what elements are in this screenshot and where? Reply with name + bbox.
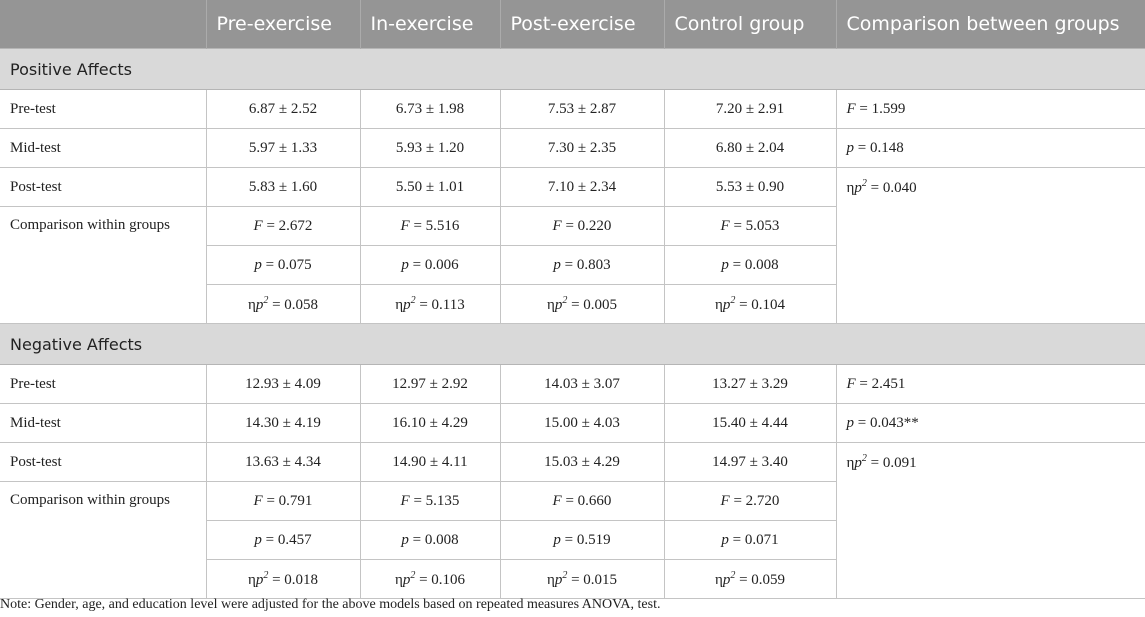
table-row — [0, 365, 1145, 404]
eta-symbol: η — [394, 571, 403, 588]
table-cell — [664, 285, 836, 324]
table-cell: 6.87 ± 2.52 — [206, 90, 360, 129]
row-label: Comparison within groups — [0, 207, 206, 324]
p-symbol: p — [722, 571, 731, 588]
table-cell — [360, 285, 500, 324]
table-cell: 14.03 ± 3.07 — [500, 365, 664, 404]
table-cell: 14.90 ± 4.11 — [360, 443, 500, 482]
section-title: Positive Affects — [0, 49, 1145, 90]
table-cell: 5.83 ± 1.60 — [206, 168, 360, 207]
stat-value: = 0.660 — [561, 492, 612, 509]
stat-value: = 0.106 — [415, 571, 466, 588]
stat-value: = 0.148 — [854, 139, 904, 156]
squared-superscript: 2 — [263, 294, 269, 306]
table-cell — [500, 207, 664, 246]
table-cell — [206, 285, 360, 324]
section-title: Negative Affects — [0, 324, 1145, 365]
row-label: Comparison within groups — [0, 482, 206, 599]
table-cell: 15.00 ± 4.03 — [500, 404, 664, 443]
stat-value: = 0.015 — [567, 571, 618, 588]
p-symbol: p — [846, 139, 854, 156]
header-pre-exercise: Pre-exercise — [206, 0, 360, 49]
table-cell: 14.30 ± 4.19 — [206, 404, 360, 443]
p-symbol: p — [255, 296, 264, 313]
f-symbol: F — [253, 492, 263, 509]
table-cell — [360, 482, 500, 521]
table-cell — [360, 521, 500, 560]
stat-value: = 0.043** — [854, 414, 919, 431]
table-cell — [206, 246, 360, 285]
between-f-stat — [836, 90, 1145, 129]
table-cell — [664, 560, 836, 599]
table-row — [0, 90, 1145, 129]
p-symbol: p — [722, 296, 731, 313]
eta-symbol: η — [846, 455, 855, 471]
header-blank — [0, 0, 206, 49]
table-cell: 13.63 ± 4.34 — [206, 443, 360, 482]
table-row — [0, 443, 1145, 482]
eta-symbol: η — [395, 296, 404, 313]
stat-value: = 0.791 — [262, 492, 313, 509]
stat-value: = 0.040 — [866, 180, 917, 196]
table-cell — [664, 521, 836, 560]
between-p-value — [836, 129, 1145, 168]
table-cell: 13.27 ± 3.29 — [664, 365, 836, 404]
stat-value: = 0.075 — [261, 256, 312, 273]
stat-value: = 1.599 — [855, 100, 906, 117]
stat-value: = 0.005 — [567, 296, 618, 313]
table-cell — [664, 482, 836, 521]
f-symbol: F — [253, 217, 263, 234]
eta-symbol: η — [714, 571, 723, 588]
stat-value: = 0.058 — [268, 296, 319, 313]
table-cell — [500, 521, 664, 560]
stat-value: = 0.008 — [408, 531, 459, 548]
header-in-exercise: In-exercise — [360, 0, 500, 49]
row-label: Post-test — [0, 168, 206, 207]
stat-value: = 2.720 — [729, 492, 780, 509]
table-cell — [500, 246, 664, 285]
eta-symbol: η — [546, 571, 555, 588]
squared-superscript: 2 — [730, 294, 736, 306]
p-symbol: p — [553, 531, 561, 548]
table-cell: 15.40 ± 4.44 — [664, 404, 836, 443]
eta-symbol: η — [846, 180, 855, 196]
stat-value: = 2.451 — [855, 375, 906, 392]
f-symbol: F — [720, 492, 730, 509]
header-comparison-between-groups: Comparison between groups — [836, 0, 1145, 49]
f-symbol: F — [720, 217, 730, 234]
f-symbol: F — [846, 375, 856, 392]
p-symbol: p — [402, 571, 411, 588]
squared-superscript: 2 — [730, 569, 736, 581]
table-cell: 5.93 ± 1.20 — [360, 129, 500, 168]
stat-value: = 0.071 — [728, 531, 779, 548]
table-cell — [500, 482, 664, 521]
section-row-positive — [0, 49, 1145, 90]
p-symbol: p — [854, 180, 862, 196]
squared-superscript: 2 — [861, 453, 867, 464]
stat-value: = 0.113 — [415, 296, 465, 313]
eta-symbol: η — [714, 296, 723, 313]
table-cell: 5.53 ± 0.90 — [664, 168, 836, 207]
table-cell: 5.50 ± 1.01 — [360, 168, 500, 207]
table-cell: 12.97 ± 2.92 — [360, 365, 500, 404]
stat-value: = 5.053 — [729, 217, 780, 234]
p-symbol: p — [554, 571, 563, 588]
row-label: Post-test — [0, 443, 206, 482]
stat-value: = 0.006 — [408, 256, 459, 273]
table-cell: 7.10 ± 2.34 — [500, 168, 664, 207]
table-cell — [206, 560, 360, 599]
between-eta-squared — [836, 443, 1145, 599]
row-label: Mid-test — [0, 129, 206, 168]
stat-value: = 0.803 — [560, 256, 611, 273]
squared-superscript: 2 — [562, 294, 568, 306]
table-cell: 6.80 ± 2.04 — [664, 129, 836, 168]
stat-value: = 5.135 — [409, 492, 460, 509]
p-symbol: p — [854, 455, 862, 471]
stat-value: = 0.457 — [261, 531, 312, 548]
p-symbol: p — [255, 571, 264, 588]
between-eta-squared — [836, 168, 1145, 324]
table-cell: 14.97 ± 3.40 — [664, 443, 836, 482]
table-cell: 7.30 ± 2.35 — [500, 129, 664, 168]
stat-value: = 0.104 — [735, 296, 786, 313]
stat-value: = 0.018 — [268, 571, 319, 588]
table-cell — [206, 482, 360, 521]
p-symbol: p — [254, 256, 262, 273]
f-symbol: F — [400, 217, 410, 234]
row-label: Pre-test — [0, 365, 206, 404]
table-cell — [360, 207, 500, 246]
between-f-stat — [836, 365, 1145, 404]
eta-symbol: η — [247, 296, 256, 313]
table-footnote: Note: Gender, age, and education level were adjusted for the above models based on repeated measures ANOVA, test. — [0, 597, 661, 612]
table-cell: 12.93 ± 4.09 — [206, 365, 360, 404]
header-post-exercise: Post-exercise — [500, 0, 664, 49]
table-cell — [664, 246, 836, 285]
section-row-negative — [0, 324, 1145, 365]
table-cell — [360, 560, 500, 599]
p-symbol: p — [254, 531, 262, 548]
p-symbol: p — [554, 296, 563, 313]
table-cell — [206, 207, 360, 246]
header-control-group: Control group — [664, 0, 836, 49]
table-cell — [664, 207, 836, 246]
table-cell: 7.20 ± 2.91 — [664, 90, 836, 129]
stat-value: = 5.516 — [409, 217, 460, 234]
table-cell — [360, 246, 500, 285]
p-symbol: p — [401, 531, 409, 548]
table-cell: 15.03 ± 4.29 — [500, 443, 664, 482]
stat-value: = 0.220 — [561, 217, 612, 234]
p-symbol: p — [721, 531, 729, 548]
squared-superscript: 2 — [861, 178, 867, 189]
table-cell: 6.73 ± 1.98 — [360, 90, 500, 129]
between-p-value — [836, 404, 1145, 443]
f-symbol: F — [552, 217, 562, 234]
table-row — [0, 129, 1145, 168]
table-row — [0, 168, 1145, 207]
stat-value: = 0.091 — [866, 455, 917, 471]
p-symbol: p — [846, 414, 854, 431]
table-cell: 16.10 ± 4.29 — [360, 404, 500, 443]
table-row — [0, 404, 1145, 443]
eta-symbol: η — [247, 571, 256, 588]
stat-value: = 0.059 — [735, 571, 786, 588]
squared-superscript: 2 — [410, 569, 416, 581]
f-symbol: F — [400, 492, 410, 509]
p-symbol: p — [553, 256, 561, 273]
table-cell — [206, 521, 360, 560]
p-symbol: p — [401, 256, 409, 273]
row-label: Pre-test — [0, 90, 206, 129]
squared-superscript: 2 — [263, 569, 269, 581]
header-row — [0, 0, 1145, 49]
squared-superscript: 2 — [410, 294, 416, 306]
table-cell — [500, 285, 664, 324]
row-label: Mid-test — [0, 404, 206, 443]
squared-superscript: 2 — [562, 569, 568, 581]
p-symbol: p — [403, 296, 411, 313]
table-cell: 5.97 ± 1.33 — [206, 129, 360, 168]
f-symbol: F — [552, 492, 562, 509]
table-cell: 7.53 ± 2.87 — [500, 90, 664, 129]
p-symbol: p — [721, 256, 729, 273]
table-cell — [500, 560, 664, 599]
stat-value: = 0.519 — [560, 531, 611, 548]
stat-value: = 0.008 — [728, 256, 779, 273]
stat-value: = 2.672 — [262, 217, 313, 234]
f-symbol: F — [846, 100, 856, 117]
eta-symbol: η — [546, 296, 555, 313]
